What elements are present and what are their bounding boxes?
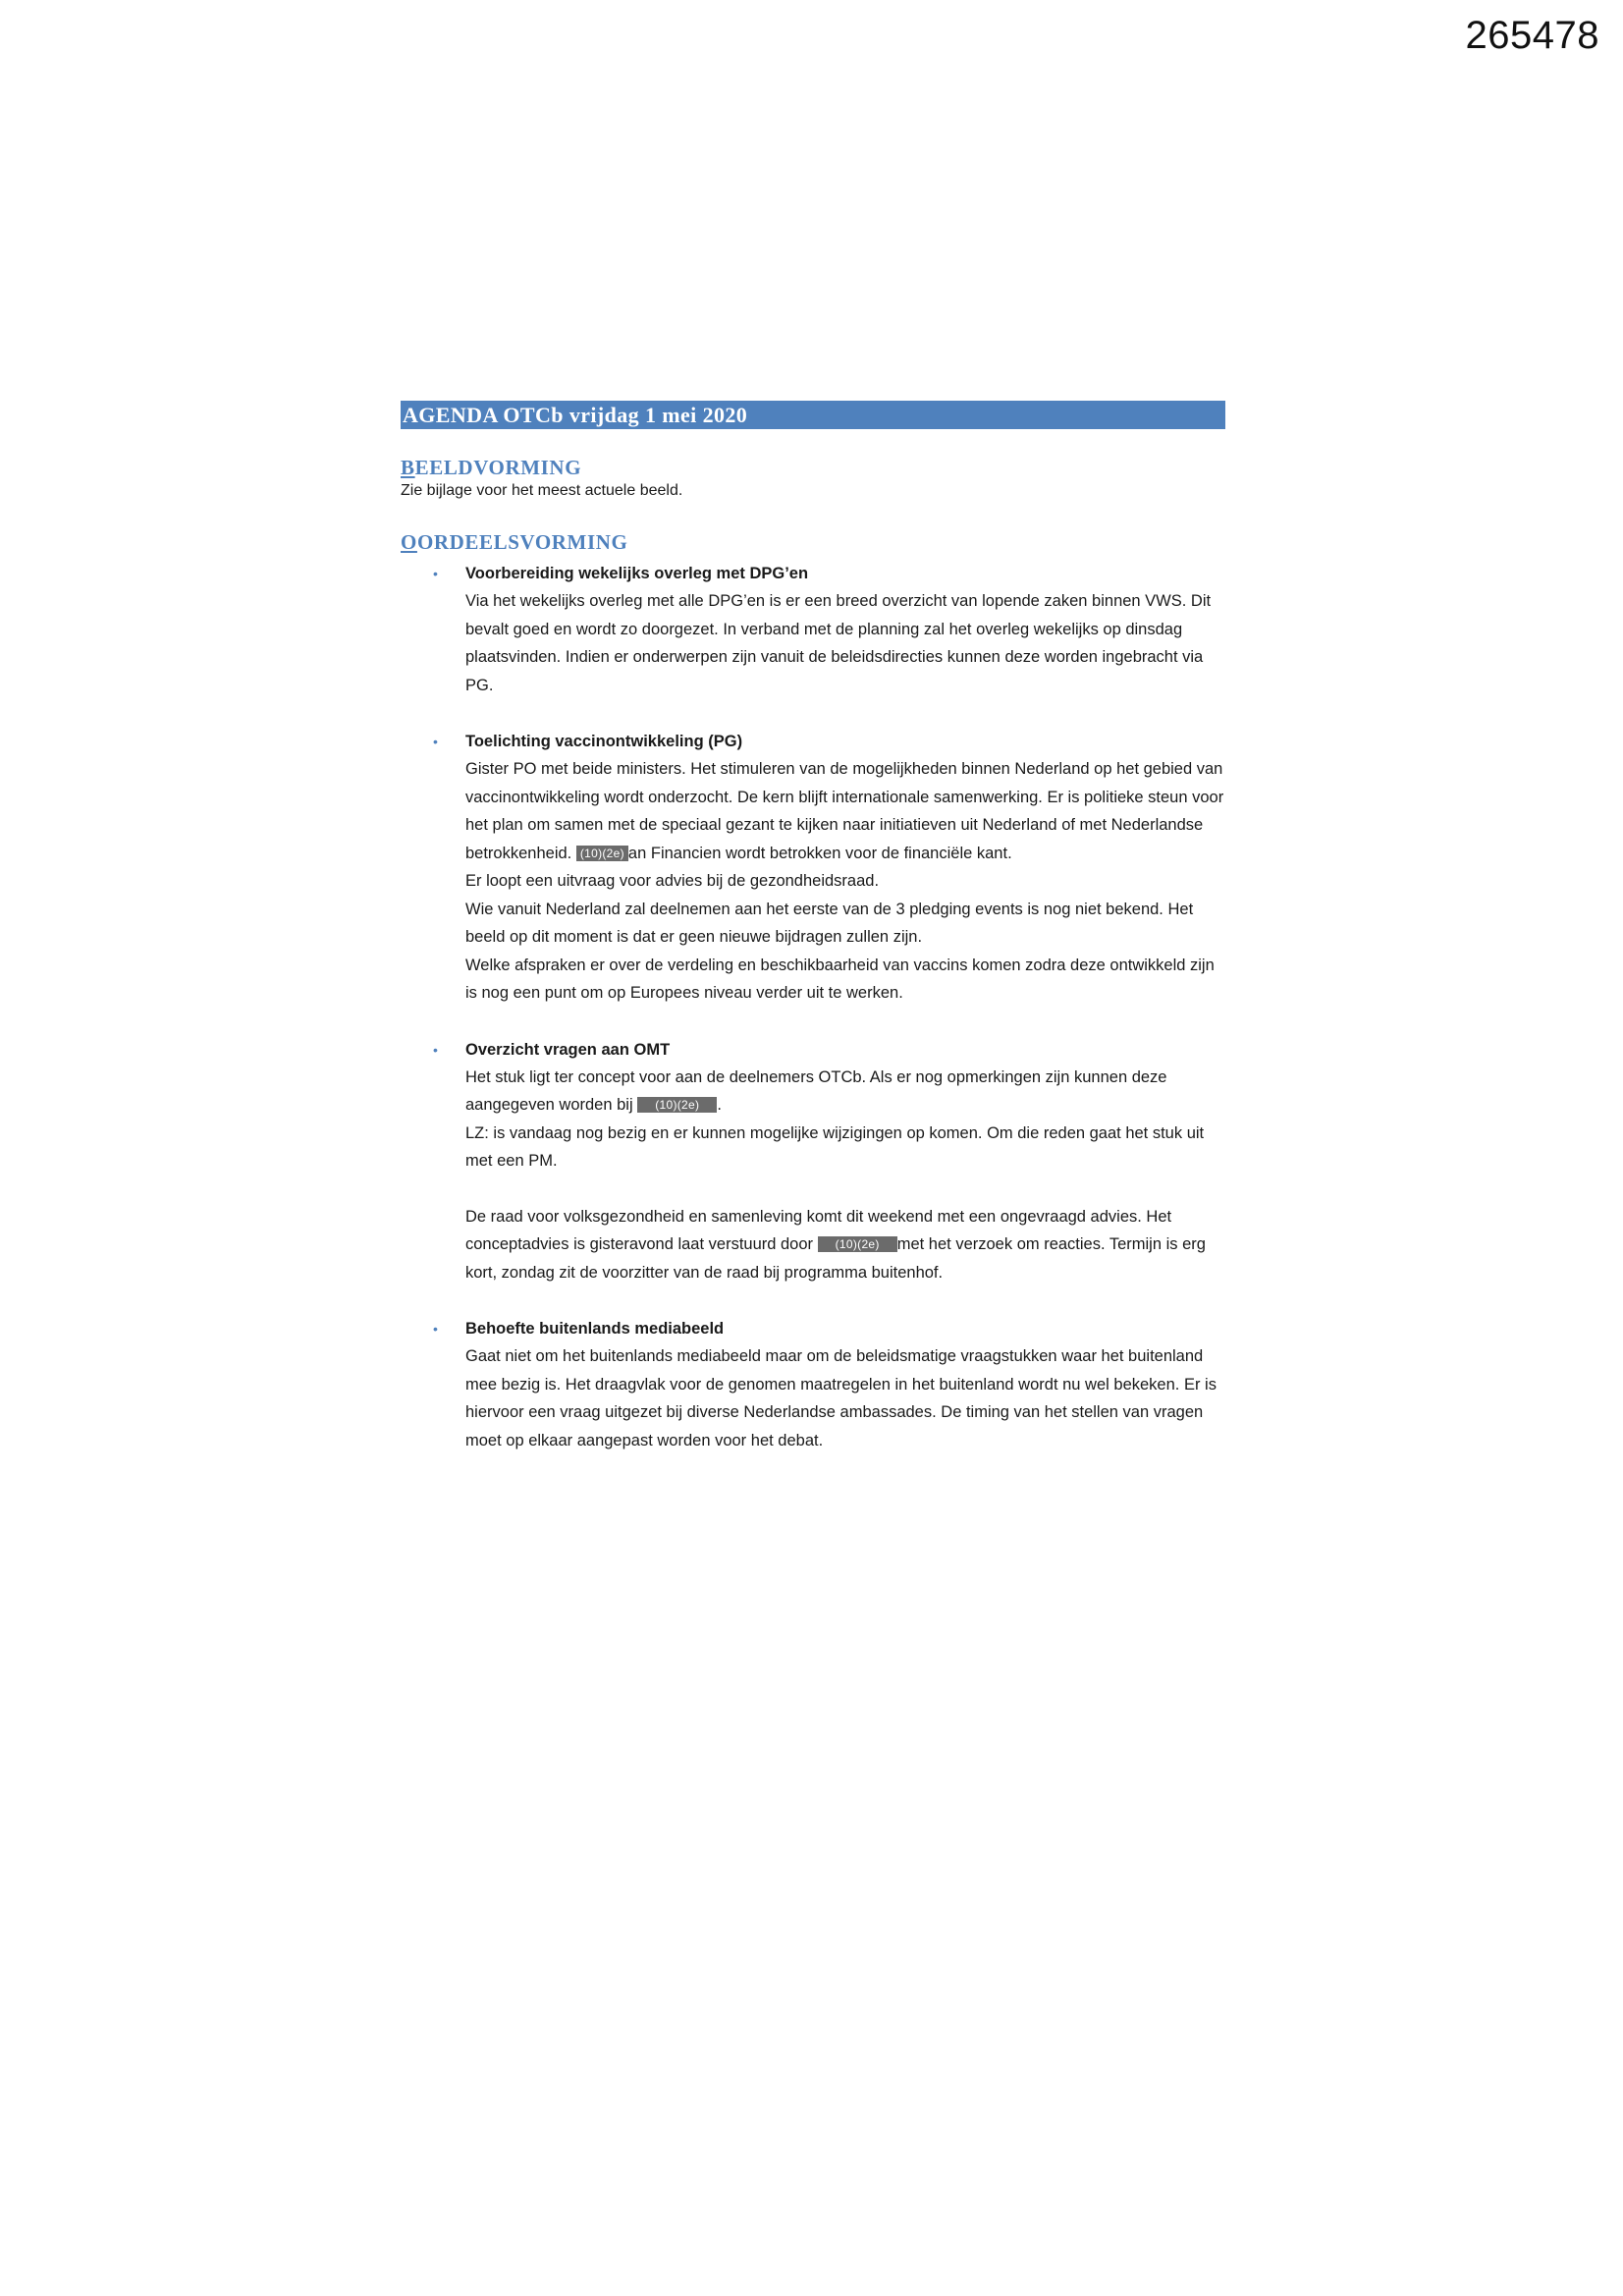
paragraph-text: an Financien wordt betrokken voor de financiële kant. (627, 844, 1012, 862)
bullet-icon: • (433, 1321, 438, 1337)
section-heading-oordeelsvorming (401, 528, 1225, 556)
item-title: Behoefte buitenlands mediabeeld (465, 1320, 725, 1338)
heading-rest: EELDVORMING (414, 456, 582, 479)
item-paragraph (465, 1064, 1225, 1120)
redaction-box: (10)(2e) (576, 846, 628, 861)
paragraph-text: met het verzoek om reacties. Termijn is erg kort, zondag zit de voorzitter van de raad bij programma buitenhof. (465, 1235, 1206, 1282)
agenda-document (401, 401, 1225, 1454)
agenda-title: AGENDA OTCb vrijdag 1 mei 2020 (401, 401, 1225, 429)
bullet-icon: • (433, 734, 438, 749)
redaction-box: (10)(2e) (818, 1236, 897, 1252)
paragraph-text: Gister PO met beide ministers. Het stimuleren van de mogelijkheden binnen Nederland op het gebied van vaccinontwikkeling wordt onderzocht. De kern blijft internationale samenwerking. Er is politieke steun voor het plan om samen met de speciaal gezant te kijken naar initiatieven uit Nederland of met Nederlandse betrokkenheid. (465, 760, 1224, 862)
document-number: 265478 (1465, 14, 1599, 57)
item-paragraph: Wie vanuit Nederland zal deelnemen aan het eerste van de 3 pledging events is nog niet bekend. Het beeld op dit moment is dat er geen nieuwe bijdragen zullen zijn. (465, 900, 1194, 946)
redaction-box: (10)(2e) (637, 1097, 717, 1113)
bullet-icon: • (433, 566, 438, 581)
item-paragraph (465, 755, 1225, 867)
paragraph-text: . (717, 1096, 722, 1114)
bullet-icon: • (433, 1041, 438, 1058)
agenda-item-vaccinontwikkeling (401, 728, 1225, 1008)
section-heading-beeldvorming (401, 454, 1225, 481)
item-paragraph: LZ: is vandaag nog bezig en er kunnen mogelijke wijzigingen op komen. Om die reden gaat het stuk uit met een PM. (465, 1123, 1205, 1170)
item-title: Voorbereiding wekelijks overleg met DPG’en (465, 565, 809, 582)
heading-initial: B (401, 456, 415, 479)
agenda-item-vragen-omt (401, 1036, 1225, 1287)
paragraph-text: De raad voor volksgezondheid en samenleving komt dit weekend met een ongevraagd advies. Het conceptadvies is gisteravond laat verstuurd door (465, 1207, 1172, 1253)
item-paragraph: Welke afspraken er over de verdeling en beschikbaarheid van vaccins komen zodra deze ontwikkeld zijn is nog een punt om op Europees niveau verder uit te werken. (465, 956, 1215, 1002)
item-title: Overzicht vragen aan OMT (465, 1040, 671, 1059)
heading-rest: ORDEELSVORMING (416, 530, 628, 554)
item-paragraph: Via het wekelijks overleg met alle DPG’en is er een breed overzicht van lopende zaken binnen VWS. Dit bevalt goed en wordt zo doorgezet. In verband met de planning zal het overleg wekelijks op dinsdag plaatsvinden. Indien er onderwerpen zijn vanuit de beleidsdirecties kunnen deze worden ingebracht via PG. (465, 592, 1212, 694)
agenda-item-list (401, 560, 1225, 1454)
agenda-item-buitenlands-mediabeeld (401, 1315, 1225, 1454)
item-title: Toelichting vaccinontwikkeling (PG) (465, 733, 743, 750)
agenda-item-dpg-overleg (401, 560, 1225, 699)
heading-initial: O (401, 530, 417, 554)
item-paragraph: Gaat niet om het buitenlands mediabeeld maar om de beleidsmatige vraagstukken waar het buitenland mee bezig is. Het draagvlak voor de genomen maatregelen in het buitenland wordt nu wel bekeken. Er is hiervoor een vraag uitgezet bij diverse Nederlandse ambassades. De timing van het stellen van vragen moet op elkaar aangepast worden voor het debat. (465, 1347, 1217, 1449)
beeldvorming-text: Zie bijlage voor het meest actuele beeld. (401, 482, 683, 499)
paragraph-text: Het stuk ligt ter concept voor aan de deelnemers OTCb. Als er nog opmerkingen zijn kunnen deze aangegeven worden bij (465, 1067, 1167, 1114)
item-paragraph: Er loopt een uitvraag voor advies bij de gezondheidsraad. (465, 872, 880, 890)
item-paragraph (465, 1203, 1225, 1287)
